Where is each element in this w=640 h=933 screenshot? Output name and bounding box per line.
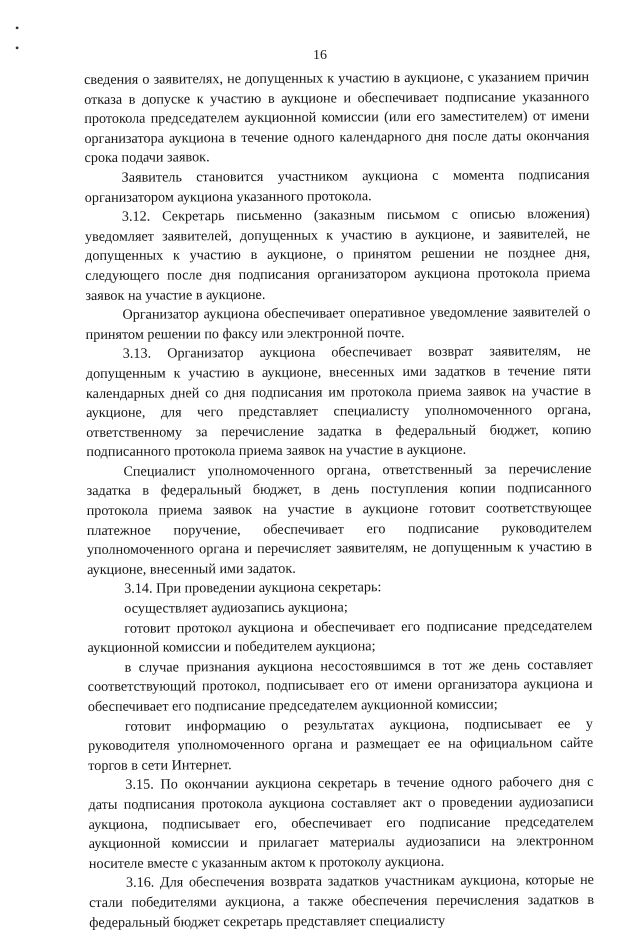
paragraph: 3.13. Организатор аукциона обеспечивает возврат заявителям, не допущенным к участию в аукционе, внесенных ими задатков в течение пяти календарных дней со дня подписания им протокола приема заявок на участие в аукционе, для чего представляет специалисту уполномоченного органа, ответственному за перечисление задатка в федеральный бюджет, копию подписанного протокола приема заявок на участие в аукционе.	[85, 343, 592, 461]
margin-mark: •	[15, 41, 20, 55]
paragraph: 3.16. Для обеспечения возврата задатков участникам аукциона, которые не стали победителями аукциона, а также обеспечения перечисления задатков в федеральный бюджет секретарь представляет специалисту	[89, 872, 595, 931]
paragraph: 3.14. При проведении аукциона секретарь:	[124, 579, 382, 598]
paragraph: осуществляет аудиозапись аукциона;	[124, 599, 348, 617]
paragraph: сведения о заявителях, не допущенных к участию в аукционе, с указанием причин отказа в допуске к участию в аукционе и обеспечивает подписание указанного протокола председателем аукционной комиссии (или его заместителем) от имени организатора аукциона в течение одного календарного дня после даты окончания срока подачи заявок.	[84, 68, 590, 167]
paragraph: готовит протокол аукциона и обеспечивает его подписание председателем аукционной комиссии и победителем аукциона;	[87, 617, 593, 657]
paragraph: готовит информацию о результатах аукциона, подписывает ее у руководителя уполномоченного органа и размещает ее на официальном сайте торгов в сети Интернет.	[88, 715, 594, 774]
paragraph: 3.12. Секретарь письменно (заказным письмом с описью вложения) уведомляет заявителей, допущенных к участию в аукционе, и заявителей, не допущенных к участию в аукционе, о принятом решении не позднее дня, следующего после дня подписания организатором аукциона протокола приема заявок на участие в аукционе.	[84, 206, 591, 304]
paragraph: Организатор аукциона обеспечивает оперативное уведомление заявителей о принятом решении по факсу или электронной почте.	[85, 304, 591, 343]
paragraph: 3.15. По окончании аукциона секретарь в течение одного рабочего дня с даты подписания протокола аукциона составляет акт о проведении аудиозаписи аукциона, подписывает его, обеспечивает его подписание председателем аукционной комиссии и прилагает материалы аудиозаписи на электронном носителе вместе с указанным актом к протоколу аукциона.	[88, 774, 594, 872]
page-number: 16	[313, 48, 327, 63]
paragraph: в случае признания аукциона несостоявшимся в тот же день составляет соответствующий протокол, подписывает его от имени организатора аукциона и обеспечивает его подписание председателем аукционной комиссии;	[87, 656, 593, 715]
paragraph: Заявитель становится участником аукциона с момента подписания организатором аукциона указанного протокола.	[84, 166, 590, 206]
paragraph: Специалист уполномоченного органа, ответственный за перечисление задатка в федеральный бюджет, в день поступления копии подписанного протокола приема заявок на участие в аукционе готовит соответствующее платежное поручение, обеспечивает его подписание руководителем уполномоченного органа и перечисляет заявителям, не допущенным к участию в аукционе, внесенный ими задаток.	[86, 460, 592, 578]
margin-mark: •	[15, 21, 20, 35]
document-body	[84, 68, 594, 933]
